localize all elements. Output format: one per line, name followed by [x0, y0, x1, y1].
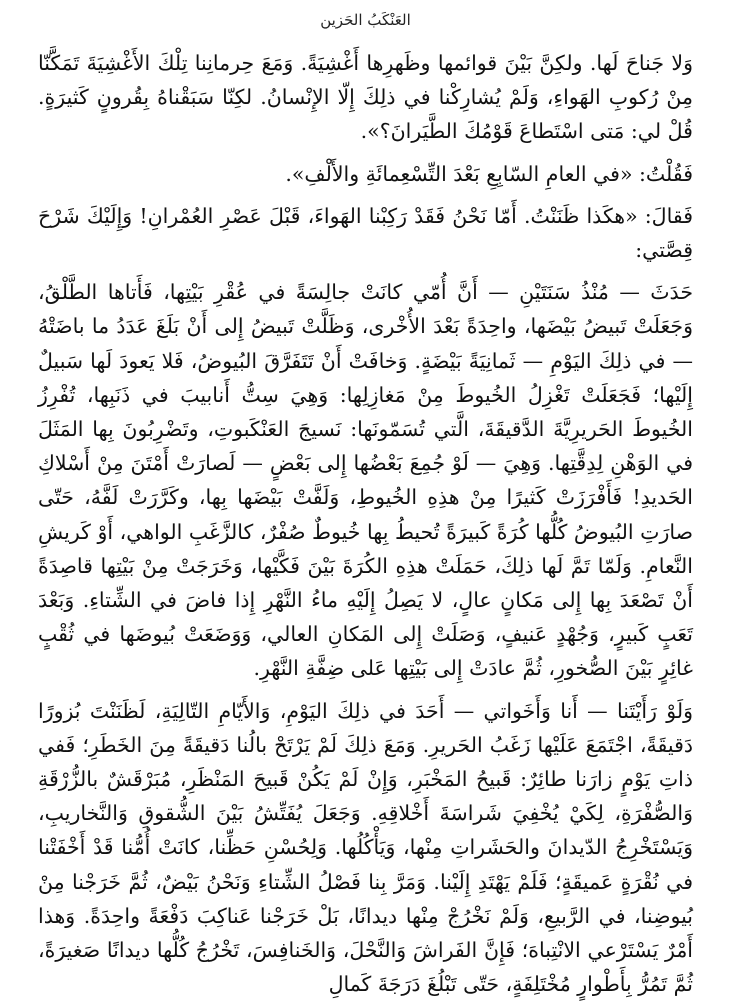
book-page: [38, 0, 693, 1000]
paragraph: وَلَوْ رَأَيْتَنا — أَنا وَأَخَواتي — أَحَدَ في ذلِكَ اليَوْمِ، وَالأَيّامِ التّالِيَةِ، لَظَنَنْتَ بُزورًا دَقيقَةً، اجْتَمَعَ عَلَيْها زَغَبُ الحَريرِ. وَمَعَ ذلِكَ لَمْ يَرْتَحْ بالُنا دَقيقَةً مِنَ الخَطَرِ؛ فَفي ذاتِ يَوْمٍ زارَنا طائِرٌ: قَبيحُ المَخْبَرِ، وَإِنْ لَمْ يَكُنْ قَبيحَ المَنْظَرِ، مُبَرْقَشٌ بالزُّرْقَةِ وَالصُّفْرَةِ، لِكَيْ يُخْفِيَ شَراسَةَ أَخْلاقِهِ. وَجَعَلَ يُفَتِّشُ بَيْنَ الشُّقوقِ وَالنَّخاريبِ، وَيَسْتَخْرِجُ الدّيدانَ والحَشَراتِ مِنْها، وَيَأْكُلُها. وَلِحُسْنِ حَظِّنا، كانَتْ أُمُّنا قَدْ أَخْفَتْنا في نُقْرَةٍ عَميقَةٍ؛ فَلَمْ يَهْتَدِ إِلَيْنا. وَمَرَّ بِنا فَصْلُ الشِّتاءِ وَنَحْنُ بَيْضٌ، ثُمَّ خَرَجْنا مِنْ بُيوضِنا، في الرَّبيعِ، وَلَمْ نَخْرُجْ مِنْها ديدانًا، بَلْ خَرَجْنا عَناكِبَ دَفْعَةً واحِدَةً. وَهذا أَمْرٌ يَسْتَرْعي الانْتِباهَ؛ فَإِنَّ الفَراشَ وَالنَّحْلَ، وَالخَنافِسَ، تَخْرُجُ كُلُّها ديدانًا صَغيرَةً، ثُمَّ تَمُرُّ بِأَطْوارٍ مُخْتَلِفَةٍ، حَتّى تَبْلُغَ دَرَجَةَ كَمالِ: [38, 698, 693, 997]
paragraph: فَقالَ: «هكَذا ظَنَنْتُ. أَمّا نَحْنُ فَقَدْ رَكِبْنا الهَواءَ، قَبْلَ عَصْرِ العُمْرانِ! وَإِلَيْكَ شَرْحَ قِصَّتي:: [38, 203, 693, 263]
running-head: العَنْكَبُ الحَزين: [320, 11, 411, 29]
paragraph: فَقُلْتُ: «في العامِ السّابِعِ بَعْدَ التِّسْعِمائَةِ والأَلْفِ».: [285, 161, 693, 186]
paragraph: وَلا جَناحَ لَها. ولكِنَّ بَيْنَ قوائمها وظَهرِها أَغْشِيَةً. وَمَعَ حِرمانِنا تِلْكَ الأَغْشِيَةَ تَمَكَّنّا مِنْ رُكوبِ الهَواءِ، وَلَمْ يُشارِكْنا في ذلِكَ إِلّا الإِنْسانُ. لكِنّا سَبَقْناهُ بِقُرونٍ كَثيرَةٍ. قُلْ لي: مَتى اسْتَطاعَ قَوْمُكَ الطَّيَرانَ؟».: [38, 51, 693, 144]
paragraph: حَدَثَ — مُنْذُ سَنَتَيْنِ — أَنَّ أُمّي كانَتْ جالِسَةً في عُقْرِ بَيْتِها، فَأَتاها الطَّلْقُ، وَجَعَلَتْ تَبيضُ بَيْضَها، واحِدَةً بَعْدَ الأُخْرى، وَظَلَّتْ تَبيضُ إِلى أَنْ بَلَغَ عَدَدُ ما باضَتْهُ — في ذلِكَ اليَوْمِ — ثَمانِيَةً بَيْضَةٍ. وَخافَتْ أَنْ تَتَفَرَّقَ البُيوضُ، فَلا يَعودَ لَها سَبيلٌ إِلَيْها؛ فَجَعَلَتْ تَغْزِلُ الخُيوطَ مِنْ مَغازِلِها: وَهِيَ سِتُّ أَنابيبَ في ذَنَبِها، تُفْرِزُ الخُيوطَ الحَريرِيَّةَ الدَّقيقَةَ، الَّتي تُسَمّونَها: نَسيجَ العَنْكَبوتِ، وتَضْرِبُونَ بِها المَثَلَ في الوَهْنِ لِدِقَّتِها. وَهِيَ — لَوْ جُمِعَ بَعْضُها إِلى بَعْضٍ — لَصارَتْ أَمْتَنَ مِنْ أَسْلاكِ الحَديدِ! فَأَفْرَزَتْ كَثيرًا مِنْ هذِهِ الخُيوطِ، وَلَفَّتْ بَيْضَها بِها، وكَرَّرَتْ لَفَّهُ، حَتّى صارَتِ البُيوضُ كُلُّها كُرَةً كَبيرَةً تُحيطُ بِها خُيوطٌ صُفْرٌ، كالزَّغَبِ الواهي، أَوْ كَريشِ النَّعامِ. وَلَمّا تَمَّ لَها ذلِكَ، حَمَلَتْ هذِهِ الكُرَةَ بَيْنَ فَكَّيْها، وَخَرَجَتْ مِنْ بَيْتِها قاصِدَةً أَنْ تَصْعَدَ بِها إِلى مَكانٍ عالٍ، لا يَصِلُ إِلَيْهِ ماءُ النَّهْرِ إِذا فاضَ في الشِّتاءِ. وَبَعْدَ تَعَبٍ كَبيرٍ، وَجُهْدٍ عَنيفٍ، وَصَلَتْ إِلى المَكانِ العالي، وَوَضَعَتْ بُيوضَها في ثُقْبٍ غائِرٍ بَيْنَ الصُّخورِ، ثُمَّ عادَتْ إِلى بَيْتِها عَلى ضِفَّةِ النَّهْرِ.: [38, 280, 693, 681]
